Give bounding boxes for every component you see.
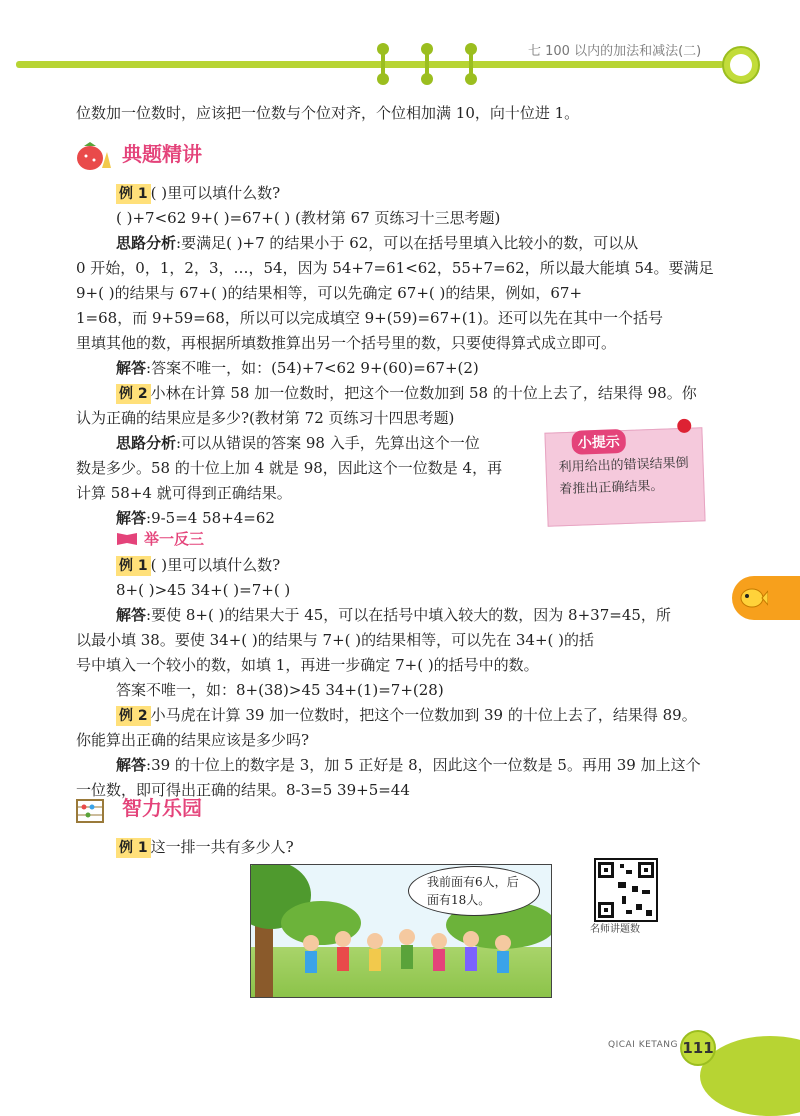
page-number: 111 xyxy=(680,1030,716,1066)
example-tag: 例 1 xyxy=(116,556,151,576)
binder-pin-icon xyxy=(469,47,473,81)
book-icon xyxy=(116,530,138,546)
strawberry-icon xyxy=(74,138,112,172)
speech-bubble xyxy=(408,866,540,916)
intro-line: 位数加一位数时，应该把一位数与个位对齐，个位相加满 10，向十位进 1。 xyxy=(76,104,580,122)
section-title-zhili: 智力乐园 xyxy=(122,796,202,820)
example-1b-line2: 8+( )>45 34+( )=7+( ) xyxy=(116,581,291,599)
analysis-2-line-1: 思路分析:可以从错误的答案 98 入手，先算出这个一位 xyxy=(116,434,480,452)
analysis-line-5: 里填其他的数，再根据所填数推算出另一个括号里的数，只要使得算式成立即可。 xyxy=(76,334,617,352)
tip-card xyxy=(544,427,705,526)
answer-1b-final: 答案不唯一，如：8+(38)>45 34+(1)=7+(28) xyxy=(116,681,444,699)
side-tab xyxy=(732,576,800,620)
analysis-line-4: 1=68，而 9+59=68，所以可以完成填空 9+(59)=67+(1)。还可以先在其中一个括号 xyxy=(76,309,663,327)
answer-2b-line-2: 一位数，即可得出正确的结果。8-3=5 39+5=44 xyxy=(76,781,410,799)
answer-2b-line-1: 解答:39 的十位上的数字是 3，加 5 正好是 8，因此这个一位数是 5。再用 39 加上这个 xyxy=(116,756,701,774)
example-2-line-2: 认为正确的结果应是多少?(教材第 72 页练习十四思考题) xyxy=(76,409,455,427)
binder-pin-icon xyxy=(381,47,385,81)
mascot-badge-icon xyxy=(722,46,760,84)
qr-code-icon[interactable] xyxy=(594,858,658,922)
bubble-text: 我前面有6人，后面有18人。 xyxy=(427,875,519,907)
header-bar xyxy=(16,61,724,68)
footer-brand: QICAI KETANG xyxy=(608,1040,678,1050)
binder-pin-icon xyxy=(425,47,429,81)
example-tag: 例 2 xyxy=(116,706,151,726)
example-1-line2: ( )+7<62 9+( )=67+( ) (教材第 67 页练习十三思考题) xyxy=(116,209,501,227)
example-1b-question: 例 1 ( )里可以填什么数? xyxy=(116,553,280,577)
example-tag: 例 1 xyxy=(116,184,151,204)
analysis-line-2: 0 开始，0，1，2，3，…，54，因为 54+7=61<62，55+7=62，所以最大能填 54。要满足 xyxy=(76,259,714,277)
example-1c-question: 例 1 这一排一共有多少人? xyxy=(116,835,294,859)
answer-2-line: 解答:9-5=4 58+4=62 xyxy=(116,509,275,527)
pushpin-icon xyxy=(677,419,691,433)
example-2b-line-1: 例 2 小马虎在计算 39 加一位数时，把这个一位数加到 39 的十位上去了，结果得 89。 xyxy=(116,703,697,727)
answer-line: 解答:答案不唯一，如：(54)+7<62 9+(60)=67+(2) xyxy=(116,359,479,377)
answer-1b-line-3: 号中填入一个较小的数，如填 1，再进一步确定 7+( )的括号中的数。 xyxy=(76,656,539,674)
qr-label: 名师讲题数 xyxy=(590,924,640,935)
analysis-line-3: 9+( )的结果与 67+( )的结果相等，可以先确定 67+( )的结果，例如，67+ xyxy=(76,284,583,302)
example-2b-line-2: 你能算出正确的结果应该是多少吗? xyxy=(76,731,310,749)
example-tag: 例 1 xyxy=(116,838,151,858)
analysis-2-line-2: 数是多少。58 的十位上加 4 就是 98，因此这个一位数是 4，再 xyxy=(76,459,503,477)
abacus-icon xyxy=(74,792,112,826)
chapter-title: 七 100 以内的加法和减法(二) xyxy=(528,44,702,59)
analysis-2-line-3: 计算 58+4 就可得到正确结果。 xyxy=(76,484,292,502)
section-title-dianti: 典题精讲 xyxy=(122,142,202,166)
tip-title: 小提示 xyxy=(571,429,626,455)
example-tag: 例 2 xyxy=(116,384,151,404)
analysis-line-1: 思路分析:要满足( )+7 的结果小于 62，可以在括号里填入比较小的数，可以从 xyxy=(116,234,639,252)
example-2-line-1: 例 2 小林在计算 58 加一位数时，把这个一位数加到 58 的十位上去了，结果得 98。你 xyxy=(116,381,697,405)
section-title-juyi: 举一反三 xyxy=(144,530,205,548)
answer-1b-line-2: 以最小填 38。要使 34+( )的结果与 7+( )的结果相等，可以先在 34+( )的括 xyxy=(76,631,595,649)
answer-1b-line-1: 解答:要使 8+( )的结果大于 45，可以在括号中填入较大的数，因为 8+37=45，所 xyxy=(116,606,671,624)
example-1-question: 例 1 ( )里可以填什么数? xyxy=(116,181,280,205)
tip-text: 利用给出的错误结果倒着推出正确结果。 xyxy=(558,455,689,498)
fish-icon xyxy=(738,584,768,612)
